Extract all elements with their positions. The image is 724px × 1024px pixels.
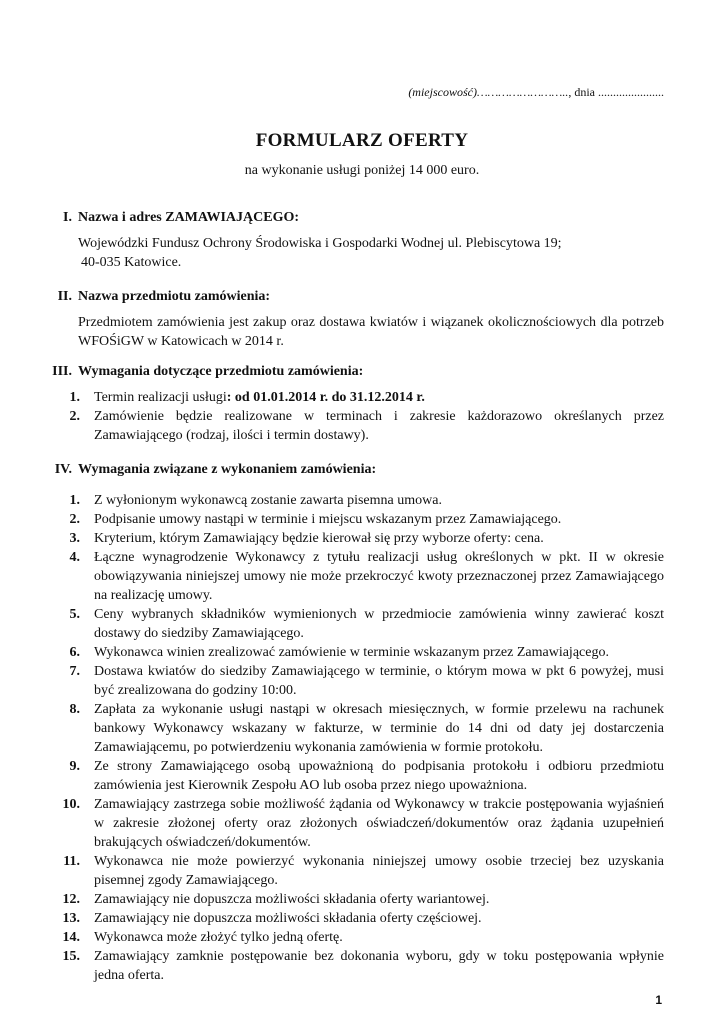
- item-text: Zapłata za wykonanie usługi nastąpi w okresach miesięcznych, w formie przelewu na rachunek bankowy Wykonawcy wskazany w fakturze, w terminie do 14 dni od daty jej dostarczenia Zamawiającemu, po potwierdzeniu wykonania zamówienia w formie protokołu.: [94, 702, 664, 755]
- item-text: Kryterium, którym Zamawiający będzie kierował się przy wyborze oferty: cena.: [94, 531, 544, 546]
- item-text: Wykonawca nie może powierzyć wykonania niniejszej umowy osobie trzeciej bez uzyskania pisemnej zgody Zamawiającego.: [94, 854, 664, 888]
- list-item: [52, 491, 664, 510]
- item-number: 6.: [69, 645, 80, 660]
- item-text: Zamawiający zamknie postępowanie bez dokonania wyboru, gdy w toku postępowania wpłynie jedna oferta.: [94, 949, 664, 983]
- item-number: 3.: [69, 531, 80, 546]
- item-number: 12.: [62, 892, 80, 907]
- authority-address-line: 40-035 Katowice.: [81, 255, 182, 270]
- list-item: [52, 548, 664, 605]
- section-title: Nazwa przedmiotu zamówienia:: [78, 289, 271, 304]
- item-number: 2.: [69, 512, 80, 527]
- execution-list: [52, 491, 664, 985]
- list-item: [52, 388, 664, 407]
- section-execution: [52, 460, 664, 985]
- item-number: 1.: [69, 390, 80, 405]
- section-subject: [52, 287, 664, 351]
- list-item: [52, 407, 664, 445]
- list-item: [52, 605, 664, 643]
- place-date-line: [408, 85, 664, 100]
- list-item: [52, 852, 664, 890]
- item-text: Podpisanie umowy nastąpi w terminie i miejscu wskazanym przez Zamawiającego.: [94, 512, 562, 527]
- list-item: [52, 757, 664, 795]
- item-text: Dostawa kwiatów do siedziby Zamawiającego w terminie, o którym mowa w pkt 6 powyżej, musi być zrealizowana do godziny 10:00.: [94, 664, 664, 698]
- item-number: 2.: [69, 409, 80, 424]
- section-body: Przedmiotem zamówienia jest zakup oraz dostawa kwiatów i wiązanek okolicznościowych dla potrzeb WFOŚiGW w Katowicach w 2014 r.: [78, 315, 664, 349]
- list-item: [52, 662, 664, 700]
- section-number: III.: [52, 364, 72, 379]
- item-date-range: : od 01.01.2014 r. do 31.12.2014 r.: [226, 390, 425, 405]
- item-text: Z wyłonionym wykonawcą zostanie zawarta pisemna umowa.: [94, 493, 442, 508]
- item-number: 11.: [63, 854, 80, 869]
- place-dots: ……………………..: [476, 85, 569, 99]
- item-number: 8.: [69, 702, 80, 717]
- list-item: [52, 928, 664, 947]
- section-title: Nazwa i adres ZAMAWIAJĄCEGO:: [78, 210, 300, 225]
- item-text: Termin realizacji usługi: [94, 390, 227, 405]
- section-heading: [52, 362, 664, 381]
- item-text: Zamawiający nie dopuszcza możliwości składania oferty wariantowej.: [94, 892, 490, 907]
- document-title: FORMULARZ OFERTY: [255, 130, 469, 151]
- section-number: II.: [57, 289, 72, 304]
- item-number: 13.: [62, 911, 80, 926]
- page-number: 1: [655, 993, 662, 1007]
- section-heading: [52, 460, 664, 479]
- list-item: [52, 795, 664, 852]
- section-number: I.: [63, 210, 72, 225]
- item-text: Wykonawca może złożyć tylko jedną ofertę.: [94, 930, 343, 945]
- list-item: [52, 510, 664, 529]
- item-text: Łączne wynagrodzenie Wykonawcy z tytułu realizacji usług określonych w pkt. II w okresie obowiązywania niniejszej umowy nie może przekroczyć kwoty przeznaczonej przez Zamawiającego na realizację umowy.: [94, 550, 664, 603]
- list-item: [52, 643, 664, 662]
- item-number: 10.: [62, 797, 80, 812]
- list-item: [52, 700, 664, 757]
- section-title: Wymagania dotyczące przedmiotu zamówienia:: [78, 364, 364, 379]
- item-text: Ceny wybranych składników wymienionych w przedmiocie zamówienia winny zawierać koszt dostawy do siedziby Zamawiającego.: [94, 607, 664, 641]
- item-text: Zamawiający nie dopuszcza możliwości składania oferty częściowej.: [94, 911, 482, 926]
- item-number: 4.: [69, 550, 80, 565]
- date-label: , dnia ......................: [568, 85, 664, 99]
- section-body: [52, 234, 664, 272]
- item-number: 9.: [69, 759, 80, 774]
- list-item: [52, 890, 664, 909]
- section-number: IV.: [54, 462, 72, 477]
- item-number: 15.: [62, 949, 80, 964]
- requirements-list: [52, 388, 664, 445]
- section-contracting-authority: [52, 208, 664, 272]
- list-item: [52, 947, 664, 985]
- section-requirements: [52, 362, 664, 445]
- item-text: Zamówienie będzie realizowane w terminach i zakresie każdorazowo określanych przez Zamawiającego (rodzaj, ilości i termin dostawy).: [94, 409, 664, 443]
- place-label: (miejscowość): [408, 85, 477, 99]
- document-subtitle: na wykonanie usługi poniżej 14 000 euro.: [244, 163, 480, 178]
- item-number: 7.: [69, 664, 80, 679]
- section-title: Wymagania związane z wykonaniem zamówienia:: [78, 462, 377, 477]
- section-heading: [52, 287, 664, 306]
- item-number: 1.: [69, 493, 80, 508]
- section-heading: [52, 208, 664, 227]
- list-item: [52, 529, 664, 548]
- authority-name-line: Wojewódzki Fundusz Ochrony Środowiska i Gospodarki Wodnej ul. Plebiscytowa 19;: [78, 236, 562, 251]
- item-text: Zamawiający zastrzega sobie możliwość żądania od Wykonawcy w trakcie postępowania wyjaśnień w zakresie złożonej oferty oraz złożonych oświadczeń/dokumentów oraz żądania uzupełnień brakujących oświadczeń/dokumentów.: [94, 797, 664, 850]
- item-text: Wykonawca winien zrealizować zamówienie w terminie wskazanym przez Zamawiającego.: [94, 645, 609, 660]
- item-number: 14.: [62, 930, 80, 945]
- item-text: Ze strony Zamawiającego osobą upoważnioną do podpisania protokołu i odbioru przedmiotu zamówienia jest Kierownik Zespołu AO lub osoba przez niego upoważniona.: [94, 759, 664, 793]
- item-number: 5.: [69, 607, 80, 622]
- list-item: [52, 909, 664, 928]
